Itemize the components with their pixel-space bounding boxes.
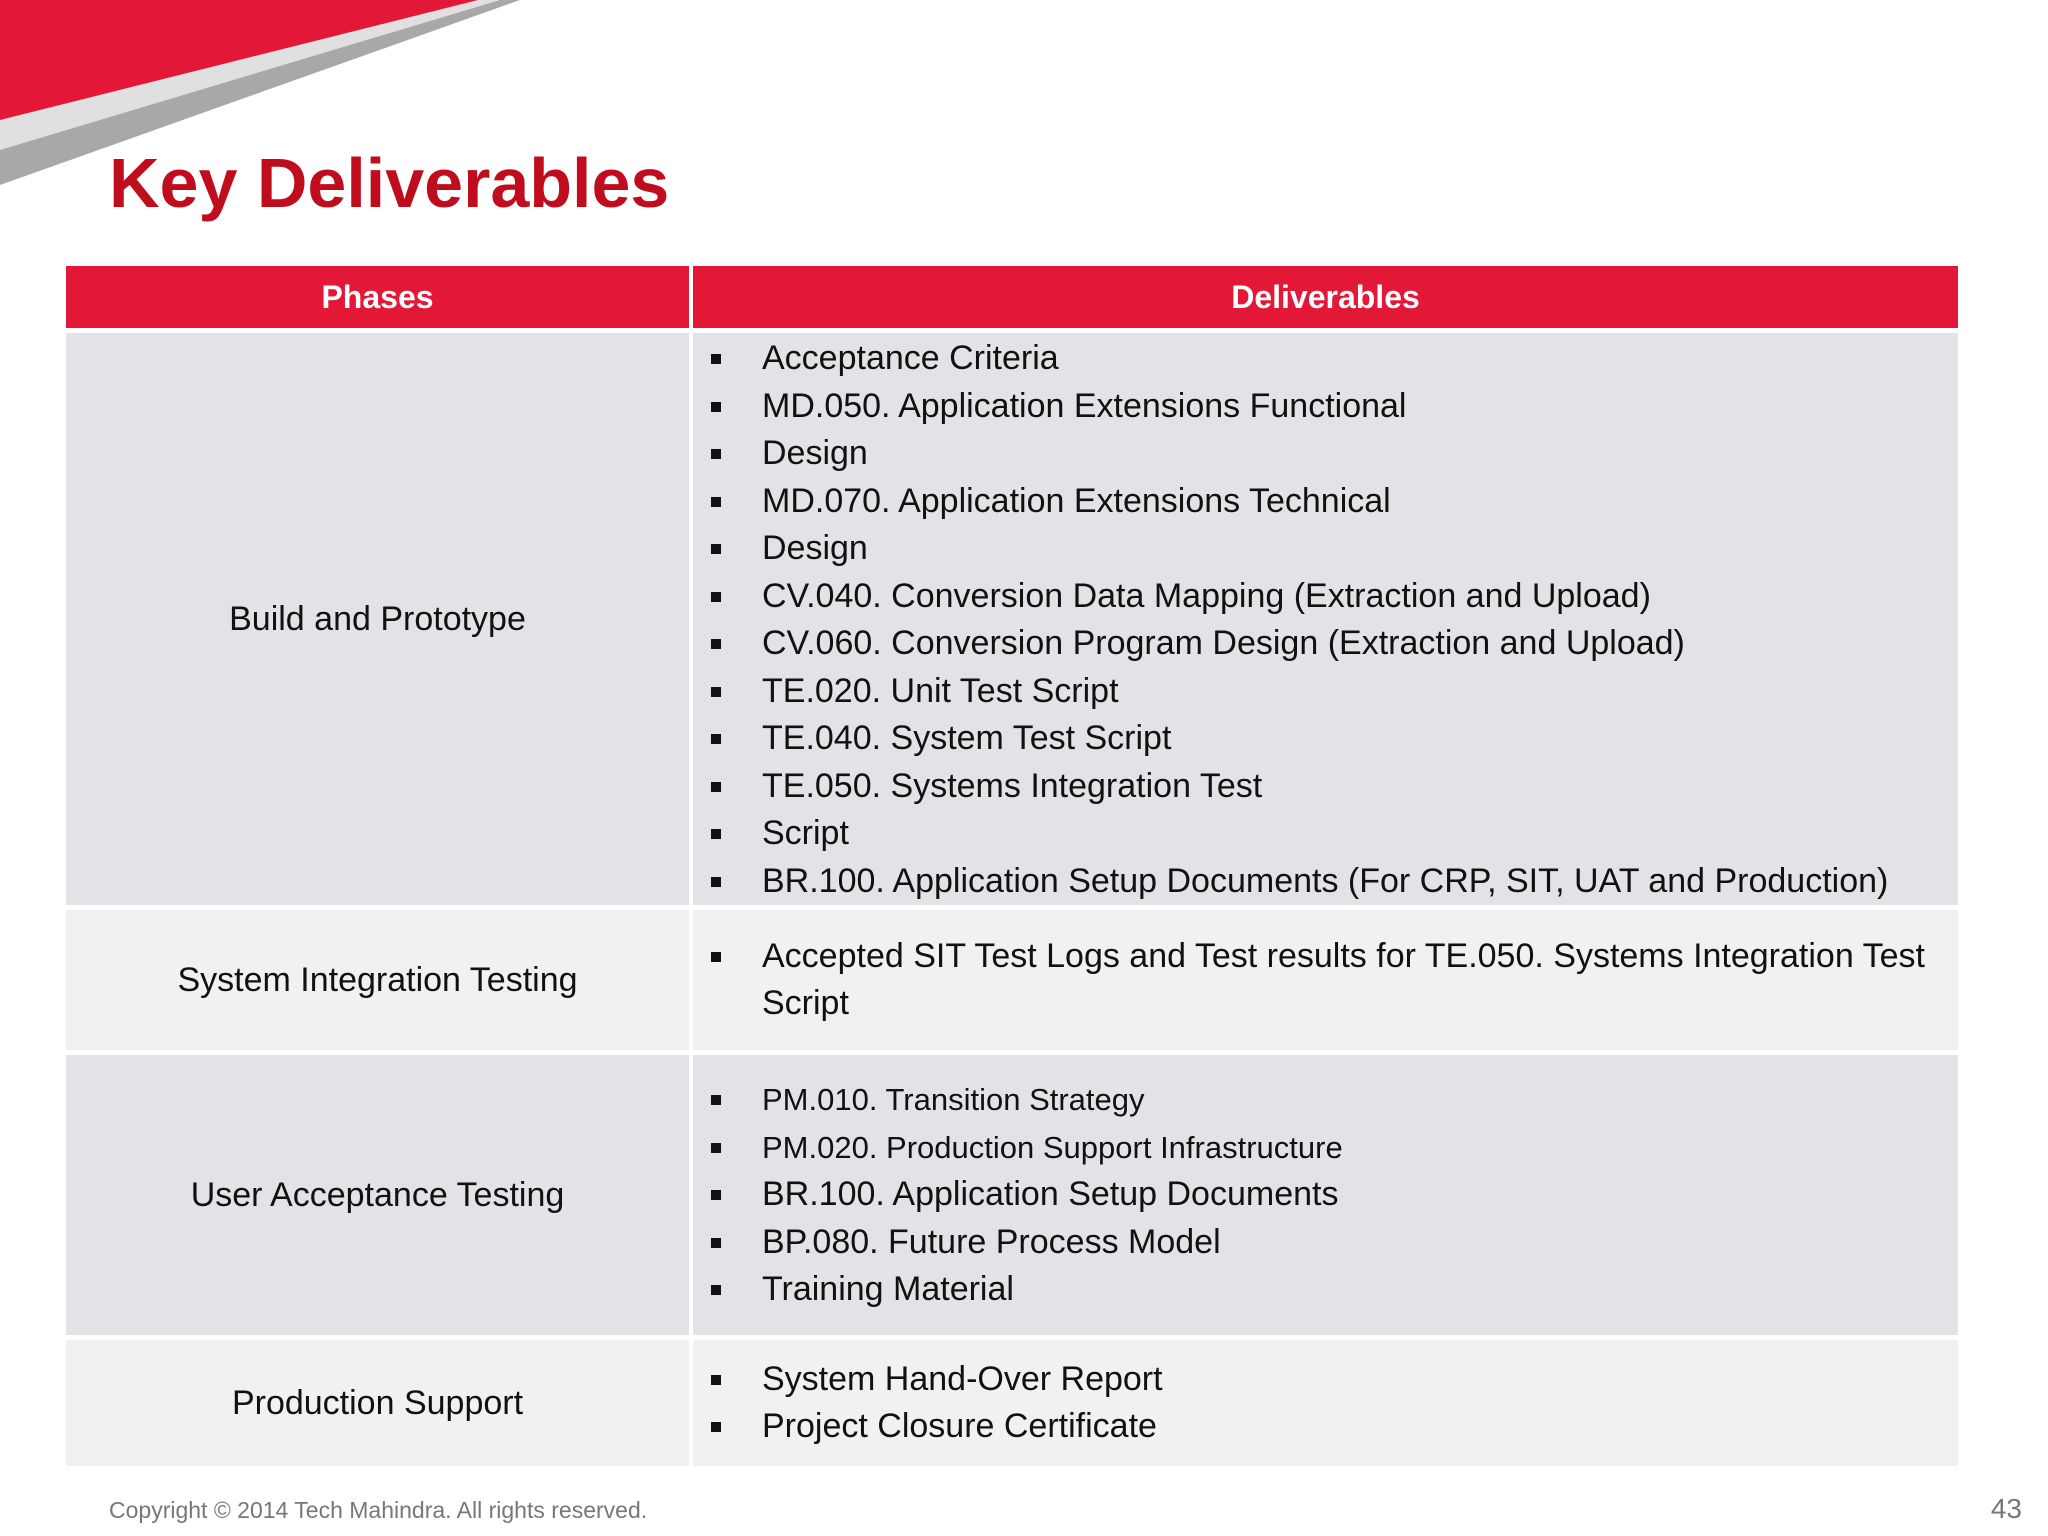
bullet-square-icon	[711, 1238, 721, 1248]
bullet-square-icon	[711, 782, 721, 792]
list-item: PM.010. Transition Strategy	[693, 1076, 1958, 1124]
deliverables-list	[693, 335, 1958, 905]
bullet-square-icon	[711, 829, 721, 839]
table-row	[66, 1340, 1958, 1466]
bullet-square-icon	[711, 952, 721, 962]
list-item: Accepted SIT Test Logs and Test results for TE.050. Systems Integration Test Script	[693, 933, 1958, 1028]
deliverables-list	[693, 1356, 1958, 1451]
phase-cell: User Acceptance Testing	[66, 1055, 689, 1335]
list-item: MD.050. Application Extensions Functional	[693, 383, 1958, 431]
page-number: 43	[1990, 1493, 2022, 1524]
list-item: TE.040. System Test Script	[693, 715, 1958, 763]
list-item: BR.100. Application Setup Documents (For CRP, SIT, UAT and Production)	[693, 858, 1958, 906]
deliverables-cell	[693, 1055, 1958, 1335]
bullet-square-icon	[711, 639, 721, 649]
bullet-square-icon	[711, 402, 721, 412]
bullet-square-icon	[711, 1143, 721, 1153]
list-item: Design	[693, 430, 1958, 478]
deliverables-cell	[693, 333, 1958, 905]
deliverables-list	[693, 1076, 1958, 1314]
list-item: System Hand-Over Report	[693, 1356, 1958, 1404]
bullet-square-icon	[711, 1190, 721, 1200]
phase-cell: Build and Prototype	[66, 333, 689, 905]
deliverables-list	[693, 933, 1958, 1028]
list-item: BP.080. Future Process Model	[693, 1219, 1958, 1267]
list-item: Script	[693, 810, 1958, 858]
phases-header: Phases	[66, 266, 689, 328]
table-header-row	[66, 266, 1958, 328]
bullet-square-icon	[711, 734, 721, 744]
list-item: PM.020. Production Support Infrastructure	[693, 1124, 1958, 1172]
list-item: BR.100. Application Setup Documents	[693, 1171, 1958, 1219]
list-item: Design	[693, 525, 1958, 573]
bullet-square-icon	[711, 687, 721, 697]
deliverables-header: Deliverables	[693, 266, 1958, 328]
slide-title: Key Deliverables	[109, 144, 670, 222]
copyright-notice: Copyright © 2014 Tech Mahindra. All rights reserved.	[109, 1497, 648, 1523]
deliverables-table	[66, 266, 1958, 1471]
bullet-square-icon	[711, 877, 721, 887]
bullet-square-icon	[711, 497, 721, 507]
bullet-square-icon	[711, 1375, 721, 1385]
bullet-square-icon	[711, 544, 721, 554]
phase-cell: System Integration Testing	[66, 910, 689, 1050]
list-item: TE.050. Systems Integration Test	[693, 763, 1958, 811]
list-item: Acceptance Criteria	[693, 335, 1958, 383]
table-row	[66, 333, 1958, 905]
bullet-square-icon	[711, 592, 721, 602]
table-row	[66, 910, 1958, 1050]
list-item: CV.060. Conversion Program Design (Extraction and Upload)	[693, 620, 1958, 668]
list-item: TE.020. Unit Test Script	[693, 668, 1958, 716]
table-row	[66, 1055, 1958, 1335]
bullet-square-icon	[711, 1095, 721, 1105]
list-item: Training Material	[693, 1266, 1958, 1314]
deliverables-cell	[693, 910, 1958, 1050]
bullet-square-icon	[711, 449, 721, 459]
phase-cell: Production Support	[66, 1340, 689, 1466]
deliverables-cell	[693, 1340, 1958, 1466]
bullet-square-icon	[711, 1285, 721, 1295]
list-item: Project Closure Certificate	[693, 1403, 1958, 1451]
bullet-square-icon	[711, 1422, 721, 1432]
list-item: CV.040. Conversion Data Mapping (Extraction and Upload)	[693, 573, 1958, 621]
list-item: MD.070. Application Extensions Technical	[693, 478, 1958, 526]
bullet-square-icon	[711, 354, 721, 364]
